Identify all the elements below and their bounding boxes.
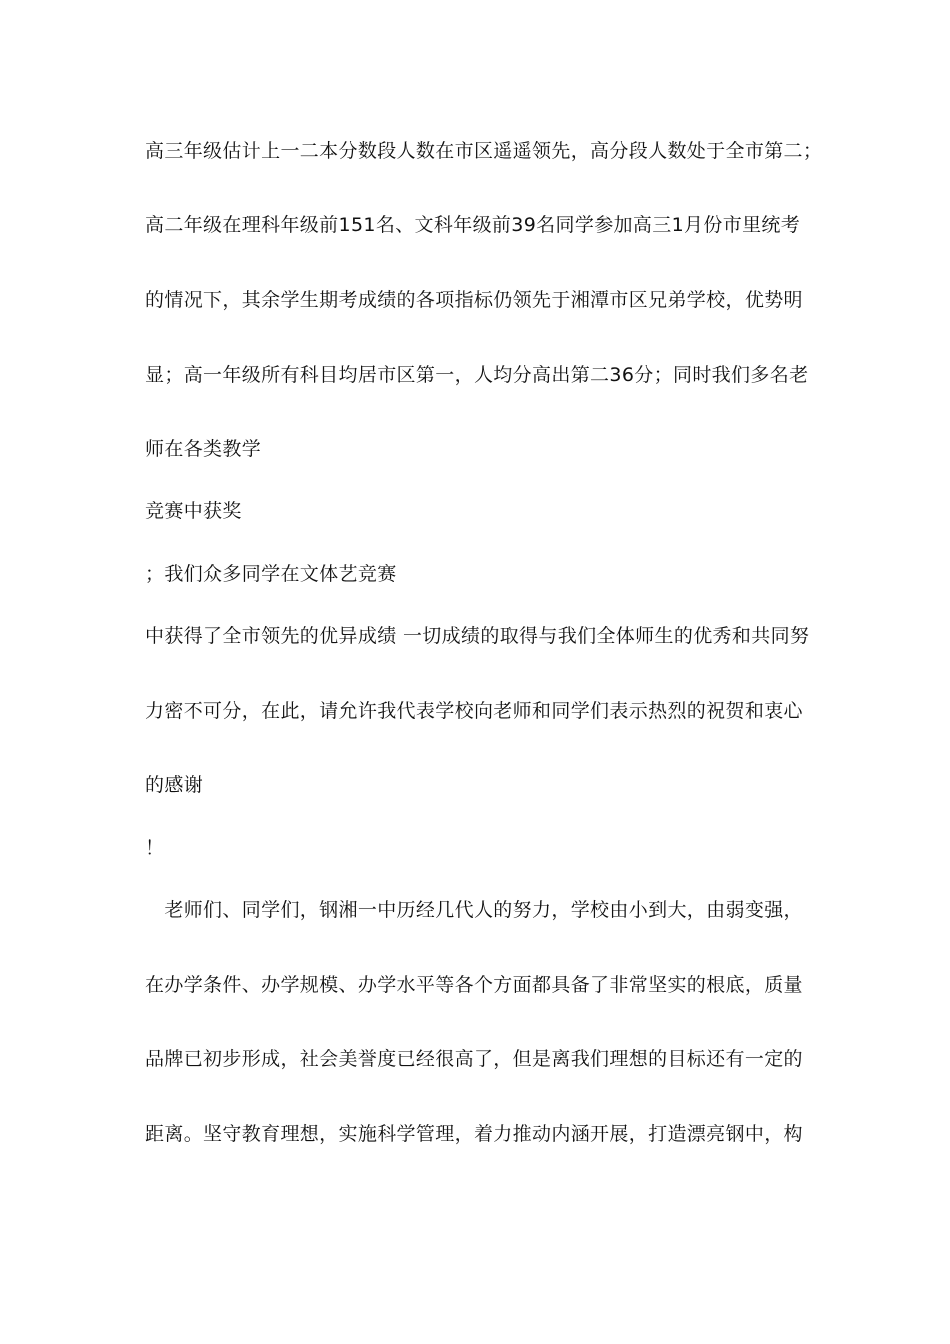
text-line: 师在各类教学	[145, 438, 262, 460]
text-line: 品牌已初步形成，社会美誉度已经很高了，但是离我们理想的目标还有一定的	[145, 1048, 803, 1070]
text-line: 高三年级估计上一二本分数段人数在市区遥遥领先，高分段人数处于全市第二；	[145, 140, 823, 162]
text-line: 中获得了全市领先的优异成绩 一切成绩的取得与我们全体师生的优秀和共同努	[145, 625, 810, 647]
text-line: 老师们、同学们，钢湘一中历经几代人的努力，学校由小到大，由弱变强，	[145, 899, 803, 921]
text-line: 在办学条件、办学规模、办学水平等各个方面都具备了非常坚实的根底，质量	[145, 974, 803, 996]
text-line: 显；高一年级所有科目均居市区第一，人均分高出第二36分；同时我们多名老	[145, 364, 809, 386]
text-line: ！	[145, 837, 165, 859]
text-line: 竞赛中获奖	[145, 500, 242, 522]
text-line: 的情况下，其余学生期考成绩的各项指标仍领先于湘潭市区兄弟学校，优势明	[145, 289, 803, 311]
text-line: 高二年级在理科年级前151名、文科年级前39名同学参加高三1月份市里统考	[145, 214, 801, 236]
text-line: 力密不可分，在此，请允许我代表学校向老师和同学们表示热烈的祝贺和衷心	[145, 700, 803, 722]
text-line: 的感谢	[145, 774, 204, 796]
text-line: ；我们众多同学在文体艺竞赛	[145, 563, 397, 585]
text-line: 距离。坚守教育理想，实施科学管理，着力推动内涵开展，打造漂亮钢中，构	[145, 1123, 803, 1145]
